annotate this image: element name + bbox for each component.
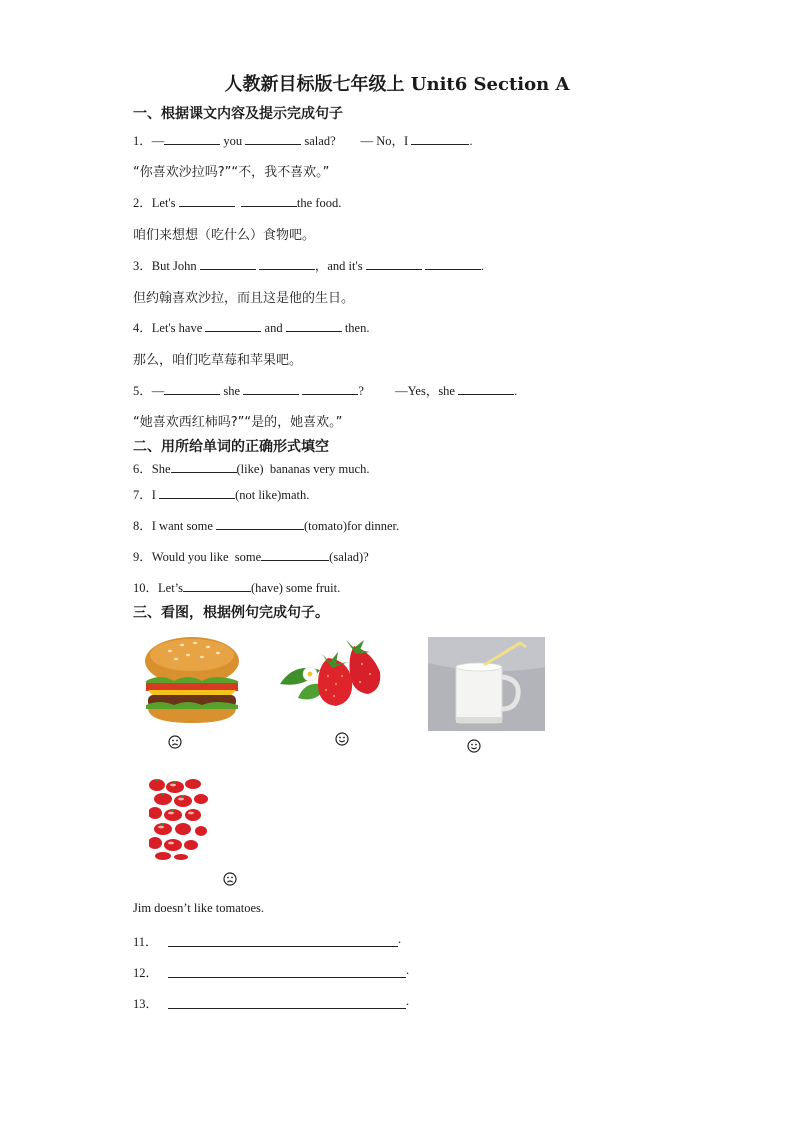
question-6 — [133, 459, 369, 477]
example-sentence: Jim doesn’t like tomatoes. — [133, 901, 265, 915]
question-number: 12． — [133, 966, 159, 980]
question-number: 8． — [133, 519, 152, 533]
answer-blank[interactable] — [243, 382, 299, 395]
answer-blank[interactable] — [458, 382, 514, 395]
question-number: 1． — [133, 134, 152, 148]
answer-blank[interactable] — [159, 486, 235, 499]
question-number: 6． — [133, 462, 152, 476]
tomatoes-picture — [149, 779, 211, 860]
dash: — — [151, 134, 165, 148]
word: ，and it's — [314, 259, 363, 273]
question-2 — [133, 193, 341, 211]
strawberries-picture — [276, 632, 386, 710]
hamburger-icon — [140, 633, 244, 729]
tomato-icon — [149, 779, 211, 860]
question-number: 2． — [133, 196, 152, 210]
answer-line[interactable] — [168, 945, 398, 947]
word: she — [223, 384, 241, 398]
word: then. — [344, 321, 370, 335]
answer-blank[interactable] — [259, 257, 315, 270]
strawberry-icon — [276, 632, 386, 710]
milk-picture — [428, 637, 545, 731]
question-number: 7． — [133, 488, 152, 502]
question-5-translation: “她喜欢西红柿吗?”“是的，她喜欢。” — [133, 415, 343, 430]
word: you — [223, 134, 243, 148]
question-3-translation: 但约翰喜欢沙拉，而且这是他的生日。 — [133, 291, 355, 306]
answer-blank[interactable] — [425, 257, 481, 270]
answer-blank[interactable] — [366, 257, 422, 270]
sad-face-icon — [168, 735, 182, 749]
period: . — [514, 384, 518, 398]
question-5 — [133, 381, 517, 399]
period: . — [469, 134, 473, 148]
word: I — [151, 488, 156, 502]
question-mark: ? — [358, 384, 364, 398]
question-9 — [133, 547, 369, 565]
question-11 — [133, 932, 158, 950]
smiley-face-icon — [467, 739, 481, 753]
word: Would you like some — [151, 550, 262, 564]
period: . — [406, 994, 410, 1008]
word: (not like)math. — [235, 488, 310, 502]
word: Let's have — [151, 321, 203, 335]
question-number: 11． — [133, 935, 158, 949]
question-13 — [133, 994, 158, 1012]
milk-glass-icon — [428, 637, 545, 731]
response: —Yes，she — [395, 384, 455, 398]
word: the food. — [296, 196, 342, 210]
answer-blank[interactable] — [164, 382, 220, 395]
question-number: 9． — [133, 550, 152, 564]
smiley-face-icon — [335, 732, 349, 746]
answer-blank[interactable] — [216, 517, 304, 530]
answer-blank[interactable] — [302, 382, 358, 395]
word: But John — [151, 259, 197, 273]
answer-blank[interactable] — [286, 319, 342, 332]
question-number: 10． — [133, 581, 159, 595]
answer-blank[interactable] — [171, 460, 237, 473]
hamburger-picture — [140, 633, 244, 729]
answer-blank[interactable] — [179, 194, 235, 207]
question-12 — [133, 963, 158, 981]
question-number: 4． — [133, 321, 152, 335]
period: . — [480, 259, 484, 273]
section-1-heading: 一、根据课文内容及提示完成句子 — [133, 106, 343, 122]
answer-blank[interactable] — [205, 319, 261, 332]
question-1 — [133, 131, 472, 149]
question-4-translation: 那么，咱们吃草莓和苹果吧。 — [133, 353, 303, 368]
sad-face-icon — [223, 872, 237, 886]
answer-blank[interactable] — [241, 194, 297, 207]
page-title: 人教新目标版七年级上 Unit6 Section A — [224, 74, 570, 95]
answer-blank[interactable] — [245, 132, 301, 145]
answer-blank[interactable] — [200, 257, 256, 270]
word: (have) some fruit. — [251, 581, 341, 595]
dash: — — [151, 384, 165, 398]
word: She — [151, 462, 171, 476]
word: Let's — [151, 196, 176, 210]
answer-blank[interactable] — [411, 132, 469, 145]
answer-blank[interactable] — [164, 132, 220, 145]
section-2-heading: 二、用所给单词的正确形式填空 — [133, 439, 329, 455]
question-7 — [133, 485, 309, 503]
answer-line[interactable] — [168, 1007, 406, 1009]
question-2-translation: 咱们来想想（吃什么）食物吧。 — [133, 228, 316, 243]
question-number: 5． — [133, 384, 152, 398]
word: Let’s — [158, 581, 184, 595]
word: I want some — [151, 519, 213, 533]
question-3 — [133, 256, 484, 274]
word: (tomato)for dinner. — [304, 519, 400, 533]
word: and — [264, 321, 283, 335]
word: (salad)? — [329, 550, 369, 564]
question-4 — [133, 318, 369, 336]
question-8 — [133, 516, 399, 534]
answer-blank[interactable] — [183, 579, 251, 592]
word: salad? — [304, 134, 336, 148]
word: (like) bananas very much. — [236, 462, 370, 476]
response: — No，I — [360, 134, 409, 148]
section-3-heading: 三、看图，根据例句完成句子。 — [133, 605, 329, 621]
answer-blank[interactable] — [261, 548, 329, 561]
question-1-translation: “你喜欢沙拉吗?”“不，我不喜欢。” — [133, 165, 330, 180]
period: . — [406, 963, 410, 977]
period: . — [398, 932, 402, 946]
answer-line[interactable] — [168, 976, 406, 978]
question-number: 3． — [133, 259, 152, 273]
question-number: 13． — [133, 997, 159, 1011]
question-10 — [133, 578, 340, 596]
